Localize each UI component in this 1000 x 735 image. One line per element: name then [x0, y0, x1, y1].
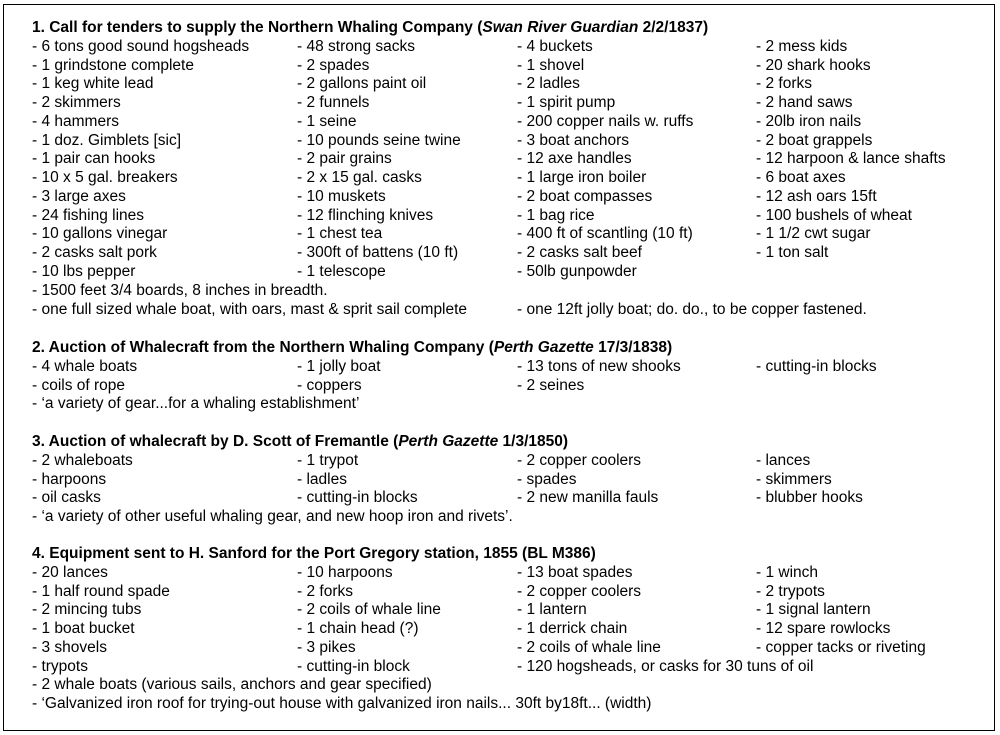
list-item: - blubber hooks — [756, 489, 863, 507]
note-line: - one full sized whale boat, with oars, mast & sprit sail complete — [32, 300, 468, 318]
list-item: - 4 buckets — [517, 37, 593, 55]
source-title: Perth Gazette — [398, 433, 499, 450]
list-item: - 2 casks salt beef — [517, 244, 642, 262]
list-item: - 2 new manilla fauls — [517, 489, 659, 507]
section-heading — [32, 433, 568, 451]
list-item: - 1 trypot — [297, 451, 359, 469]
note-line: - one 12ft jolly boat; do. do., to be copper fastened. — [517, 300, 867, 318]
list-item: - 10 pounds seine twine — [297, 131, 461, 149]
list-item: - 13 tons of new shooks — [517, 357, 681, 375]
list-item: - 1 1/2 cwt sugar — [756, 225, 871, 243]
list-item: - 100 bushels of wheat — [756, 206, 912, 224]
note-line: - ‘Galvanized iron roof for trying-out house with galvanized iron nails... 30ft by18ft... (width) — [32, 695, 652, 713]
list-item: - 1 signal lantern — [756, 601, 871, 619]
list-item: - skimmers — [756, 470, 832, 488]
list-item: - 4 whale boats — [32, 357, 138, 375]
list-item: - ladles — [297, 470, 347, 488]
list-item: - cutting-in blocks — [297, 489, 418, 507]
list-item: - 1 derrick chain — [517, 620, 628, 638]
list-item: - 48 strong sacks — [297, 37, 416, 55]
list-item: - 120 hogsheads, or casks for 30 tuns of oil — [517, 657, 814, 675]
list-item: - 1 spirit pump — [517, 94, 616, 112]
list-item: - 300ft of battens (10 ft) — [297, 244, 459, 262]
list-item: - 1 telescope — [297, 263, 386, 280]
list-item: - 1 boat bucket — [32, 620, 135, 638]
list-item: - lances — [756, 451, 811, 469]
list-item: - oil casks — [32, 489, 101, 507]
list-item: - 2 spades — [297, 56, 370, 74]
list-item: - 2 whaleboats — [32, 451, 133, 469]
list-item: - 10 harpoons — [297, 563, 393, 581]
list-item: - 1 chain head (?) — [297, 620, 419, 638]
heading-text: 4. Equipment sent to H. Sanford for the Port Gregory station, 1855 (BL M386) — [32, 545, 596, 562]
list-item: - 2 coils of whale line — [297, 601, 441, 619]
list-item: - cutting-in block — [297, 657, 410, 675]
list-item: - 1 winch — [756, 563, 819, 581]
list-item: - 2 copper coolers — [517, 582, 642, 600]
list-item: - 1 seine — [297, 112, 357, 130]
list-item: - trypots — [32, 657, 88, 675]
list-item: - coppers — [297, 376, 362, 394]
list-item: - 4 hammers — [32, 112, 119, 130]
section-heading — [32, 339, 672, 357]
list-item: - 2 seines — [517, 376, 585, 394]
list-item: - 2 skimmers — [32, 94, 121, 112]
list-item: - 1 half round spade — [32, 582, 170, 600]
list-item: - 2 mess kids — [756, 37, 848, 55]
list-item: - 400 ft of scantling (10 ft) — [517, 225, 693, 243]
source-title: Swan River Guardian — [482, 19, 639, 36]
note-line: - ‘a variety of other useful whaling gear, and new hoop iron and rivets’. — [32, 508, 513, 526]
list-item: - 2 copper coolers — [517, 451, 642, 469]
list-item: - 1 ton salt — [756, 244, 829, 262]
list-item: - 1 doz. Gimblets [sic] — [32, 131, 182, 149]
list-item: - spades — [517, 470, 577, 488]
heading-date: 1/3/1850) — [498, 433, 569, 450]
list-item: - 1 pair can hooks — [32, 150, 156, 168]
list-item: - cutting-in blocks — [756, 357, 877, 375]
list-item: - 3 boat anchors — [517, 131, 630, 149]
list-item: - 24 fishing lines — [32, 206, 145, 224]
document-page — [3, 4, 995, 731]
list-item: - 3 pikes — [297, 638, 356, 656]
list-item: - 2 boat compasses — [517, 187, 653, 205]
list-item: - 2 gallons paint oil — [297, 75, 427, 93]
list-item: - 2 pair grains — [297, 150, 392, 168]
list-item: - 2 forks — [756, 75, 812, 93]
list-item: - 13 boat spades — [517, 563, 633, 581]
note-line: - 2 whale boats (various sails, anchors and gear specified) — [32, 676, 432, 694]
heading-text: 3. Auction of whalecraft by D. Scott of Fremantle ( — [32, 433, 399, 450]
list-item: - 10 lbs pepper — [32, 263, 136, 280]
list-item: - harpoons — [32, 470, 107, 488]
list-item: - 1 shovel — [517, 56, 585, 74]
list-item: - coils of rope — [32, 376, 126, 394]
list-item: - 1 grindstone complete — [32, 56, 194, 74]
list-item: - 6 tons good sound hogsheads — [32, 37, 250, 55]
list-item: - 2 forks — [297, 582, 353, 600]
list-item: - 20 shark hooks — [756, 56, 871, 74]
list-item: - 12 ash oars 15ft — [756, 187, 877, 205]
list-item: - 2 casks salt pork — [32, 244, 157, 262]
list-item: - copper tacks or riveting — [756, 638, 926, 656]
list-item: - 2 coils of whale line — [517, 638, 661, 656]
list-item: - 200 copper nails w. ruffs — [517, 112, 694, 130]
list-item: - 1 bag rice — [517, 206, 595, 224]
list-item: - 2 boat grappels — [756, 131, 873, 149]
list-item: - 12 spare rowlocks — [756, 620, 891, 638]
list-item: - 10 muskets — [297, 187, 386, 205]
list-item: - 2 mincing tubs — [32, 601, 142, 619]
list-item: - 1 lantern — [517, 601, 587, 619]
list-item: - 1 keg white lead — [32, 75, 154, 93]
heading-text: 2. Auction of Whalecraft from the Northern Whaling Company ( — [32, 339, 494, 356]
list-item: - 1 jolly boat — [297, 357, 381, 375]
list-item: - 20 lances — [32, 563, 108, 581]
list-item: - 10 x 5 gal. breakers — [32, 169, 178, 187]
list-item: - 12 harpoon & lance shafts — [756, 150, 946, 168]
note-line: - 1500 feet 3/4 boards, 8 inches in breadth. — [32, 281, 328, 299]
section-heading — [32, 545, 596, 563]
list-item: - 12 axe handles — [517, 150, 632, 168]
list-item: - 50lb gunpowder — [517, 263, 637, 280]
list-item: - 20lb iron nails — [756, 112, 862, 130]
heading-date: 2/2/1837) — [638, 19, 709, 36]
list-item: - 2 funnels — [297, 94, 370, 112]
note-line: - ‘a variety of gear...for a whaling establishment’ — [32, 395, 360, 413]
list-item: - 12 flinching knives — [297, 206, 434, 224]
list-item: - 2 hand saws — [756, 94, 853, 112]
source-title: Perth Gazette — [493, 339, 594, 356]
list-item: - 2 x 15 gal. casks — [297, 169, 422, 187]
heading-date: 17/3/1838) — [593, 339, 673, 356]
section-heading — [32, 19, 708, 37]
list-item: - 2 trypots — [756, 582, 825, 600]
heading-text: 1. Call for tenders to supply the Northern Whaling Company ( — [32, 19, 483, 36]
list-item: - 1 chest tea — [297, 225, 383, 243]
list-item: - 1 large iron boiler — [517, 169, 647, 187]
list-item: - 2 ladles — [517, 75, 580, 93]
list-item: - 3 shovels — [32, 638, 107, 656]
list-item: - 10 gallons vinegar — [32, 225, 168, 243]
list-item: - 6 boat axes — [756, 169, 846, 187]
list-item: - 3 large axes — [32, 187, 126, 205]
